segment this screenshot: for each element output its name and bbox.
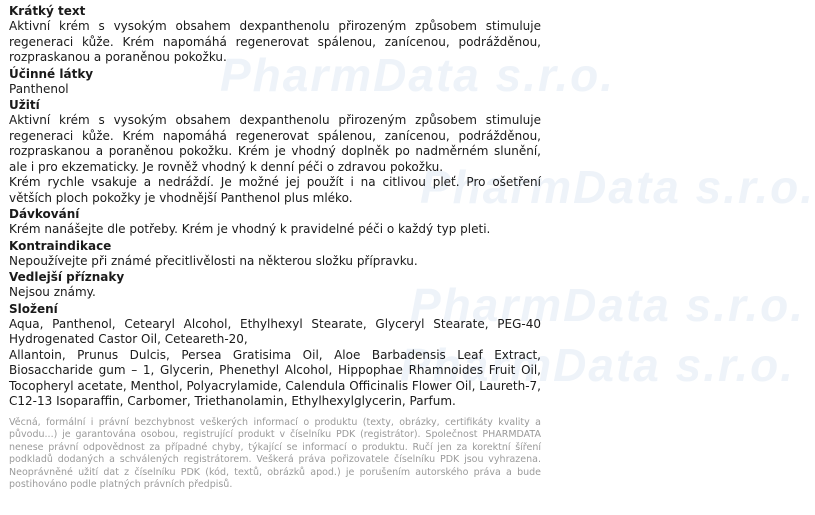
section-heading: Účinné látky — [9, 66, 94, 81]
section-heading: Užití — [9, 98, 40, 112]
section-text: Allantoin, Prunus Dulcis, Persea Gratisima Oil, Aloe Barbadensis Leaf Extract, Biosaccharide gum – 1, Glycerin, Phenethyl Alcohol, Hippophae Rhamnoides Fruit Oil, Tocopheryl acetate, Menthol, Polyacrylamide, Calendula Officinalis Flower Oil, Laureth-7, C12-13 Isoparaffin, Carbomer, Triethanolamin, Ethylhexylglycerin, Parfum. — [9, 347, 541, 408]
watermark: PharmData s.r.o. — [410, 279, 806, 331]
section-heading: Krátký text — [9, 4, 86, 18]
section-usage — [9, 97, 541, 206]
section-text: Aktivní krém s vysokým obsahem dexpanthenolu přirozeným způsobem stimuluje regeneraci kůže. Krém napomáhá regenerovat spálenou, zanícenou, podrážděnou, rozpraskanou a poraněnou pokožku. Krém je vhodný doplněk po nadměrném slunění, ale i pro ekzematicky. Je rovněž vhodný k denní péči o zdravou pokožku. — [9, 113, 541, 174]
section-contraindications — [9, 238, 541, 270]
section-text: Nepoužívejte při známé přecitlivělosti na některou složku přípravku. — [9, 253, 418, 268]
disclaimer: Věcná, formální i právní bezchybnost veškerých informací o produktu (texty, obrázky, certifikáty kvality a původu...) je garantována osobou, registrující produkt v číselníku PDK (registrátor). Společnost PHARMDATA nenese právní odpovědnost za případné chyby, týkající se informací o produktu. Ručí jen za korektní šíření podkladů dodaných a schválených registrátorem. Veškerá práva pořizovatele číselníku PDK jsou vyhrazena. Neoprávněné užití dat z číselníku PDK (kód, textů, obrázků apod.) je porušením autorského práva a bude postihováno podle platných právních předpisů. — [9, 416, 541, 490]
watermark: PharmData s.r.o. — [420, 161, 815, 213]
section-short-text — [9, 3, 541, 66]
section-dosage — [9, 206, 541, 238]
section-active-substances — [9, 66, 541, 98]
section-text: Aqua, Panthenol, Cetearyl Alcohol, Ethylhexyl Stearate, Glyceryl Stearate, PEG-40 Hydrogenated Castor Oil, Ceteareth-20, — [9, 316, 541, 346]
section-text: Aktivní krém s vysokým obsahem dexpanthenolu přirozeným způsobem stimuluje regeneraci kůže. Krém napomáhá regenerovat spálenou, zanícenou, podrážděnou, rozpraskanou a poraněnou pokožku. — [9, 19, 541, 64]
section-text: Krém nanášejte dle potřeby. Krém je vhodný k pravidelné péči o každý typ pleti. — [9, 222, 491, 236]
section-side-effects — [9, 269, 541, 301]
section-text: Nejsou známy. — [9, 285, 96, 299]
section-heading: Vedlejší příznaky — [9, 270, 125, 284]
watermark: PharmData s.r.o. — [220, 49, 616, 101]
section-text: Panthenol — [9, 81, 69, 96]
section-heading: Kontraindikace — [9, 238, 112, 253]
section-text: Krém rychle vsakuje a nedráždí. Je možné jej použít i na citlivou pleť. Pro ošetření větších ploch pokožky je vhodnější Panthenol plus mléko. — [9, 175, 541, 205]
section-heading: Složení — [9, 301, 58, 316]
watermark: PharmData s.r.o. — [400, 339, 796, 391]
section-composition — [9, 301, 541, 410]
section-heading: Dávkování — [9, 207, 80, 221]
